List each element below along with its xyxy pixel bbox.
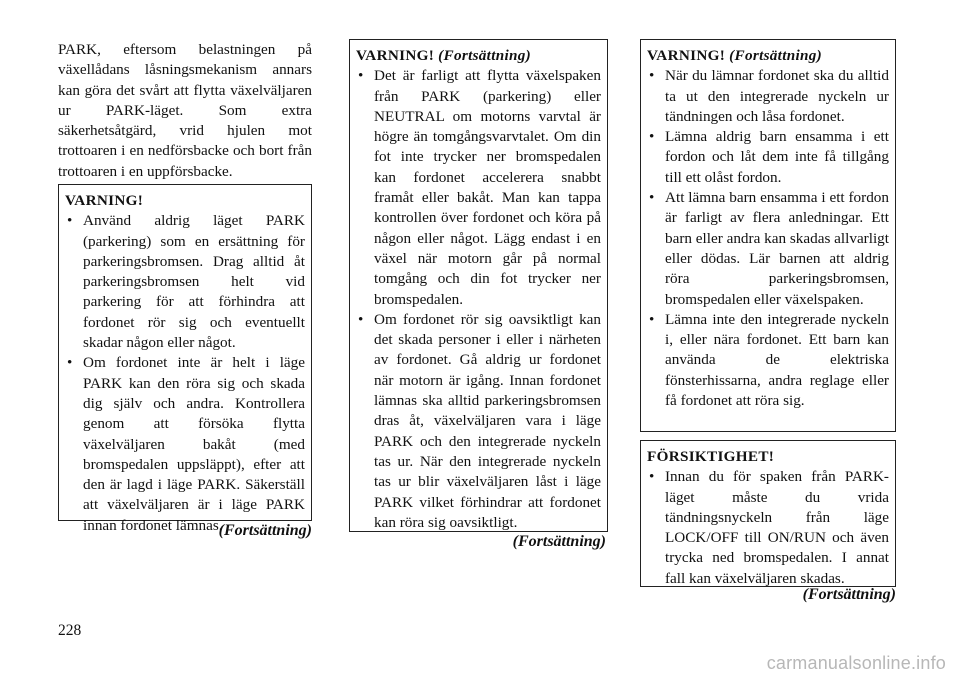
list-item: • När du lämnar fordonet ska du alltid ta ut den integrerade nyckeln ur tändningen och låsa fordonet. [647, 66, 889, 127]
warning-box-2 [349, 39, 608, 532]
list-item: • Innan du för spaken från PARK-läget måste du vrida tändningsnyckeln från läge LOCK/OFF till ON/RUN och även trycka ned bromspedalen. I annat fall kan växelväljaren skadas. [647, 467, 889, 589]
list-item: • Om fordonet rör sig oavsiktligt kan det skada personer i eller i närheten av fordonet. Gå aldrig ur fordonet när motorn är igång. Innan fordonet lämnas ska alltid parkeringsbromsen dras åt, växelväljaren vara i läge PARK och den integrerade nyckeln tas ur. När den integrerade nyckeln tas ur blir växelväljaren låst i läge PARK vilket förhindrar att fordonet kan röra sig oavsiktligt. [356, 310, 601, 533]
continued-label: (Fortsättning) [218, 522, 312, 539]
warning-heading: VARNING! (Fortsättning) [356, 47, 531, 64]
warning-list [647, 66, 889, 411]
caution-list [647, 467, 889, 589]
intro-paragraph: PARK, eftersom belastningen på växellådans låsningsmekanism annars kan göra det svårt att flytta växelväljaren ur PARK-läget. Som extra säkerhetsåtgärd, vrid hjulen mot trottoaren i en nedförsbacke och bort från trottoaren i en uppförsbacke. [58, 41, 312, 180]
warning-list [356, 66, 601, 533]
continued-heading-suffix: (Fortsättning) [438, 47, 531, 64]
list-item: • Om fordonet inte är helt i läge PARK kan den röra sig och skada dig själv och andra. Kontrollera genom att försöka flytta växelväljaren bakåt (med bromspedalen uppsläppt), efter att den är lagd i läge PARK. Säkerställ att växelväljaren är i läge PARK innan fordonet lämnas. [65, 353, 305, 536]
warning-list [65, 211, 305, 536]
warning-heading: VARNING! [65, 192, 144, 209]
list-item: • Lämna inte den integrerade nyckeln i, eller nära fordonet. Ett barn kan använda de elektriska fönsterhissarna, andra reglage eller få fordonet att röra sig. [647, 310, 889, 411]
list-item: • Det är farligt att flytta växelspaken från PARK (parkering) eller NEUTRAL om motorns varvtal är högre än tomgångsvarvtalet. Om din fot inte trycker ner bromspedalen kan fordonet accelerera snabbt framåt eller bakåt. Man kan tappa kontrollen över fordonet och köra på någon eller något. Lägg endast i en växel när motorn går på normal tomgång och din fot trycker ner bromspedalen. [356, 66, 601, 310]
continued-heading-suffix: (Fortsättning) [729, 47, 822, 64]
warning-heading: VARNING! (Fortsättning) [647, 47, 822, 64]
list-item: • Att lämna barn ensamma i ett fordon är farligt av flera anledningar. Ett barn eller andra kan skadas allvarligt eller dödas. Lär barnen att aldrig röra parkeringsbromsen, bromspedalen eller växelspaken. [647, 188, 889, 310]
continued-label: (Fortsättning) [512, 533, 606, 550]
list-item: • Använd aldrig läget PARK (parkering) som en ersättning för parkeringsbromsen. Drag alltid åt parkeringsbromsen helt vid parkering för att förhindra att fordonet rör sig och eventuellt skadar någon eller något. [65, 211, 305, 353]
watermark: carmanualsonline.info [766, 653, 946, 673]
page-number: 228 [58, 622, 82, 639]
list-item: • Lämna aldrig barn ensamma i ett fordon och låt dem inte få tillgång till ett olåst fordon. [647, 127, 889, 188]
continued-label: (Fortsättning) [802, 586, 896, 603]
warning-box-3 [640, 39, 896, 432]
caution-box [640, 440, 896, 587]
caution-heading: FÖRSIKTIGHET! [647, 448, 775, 465]
